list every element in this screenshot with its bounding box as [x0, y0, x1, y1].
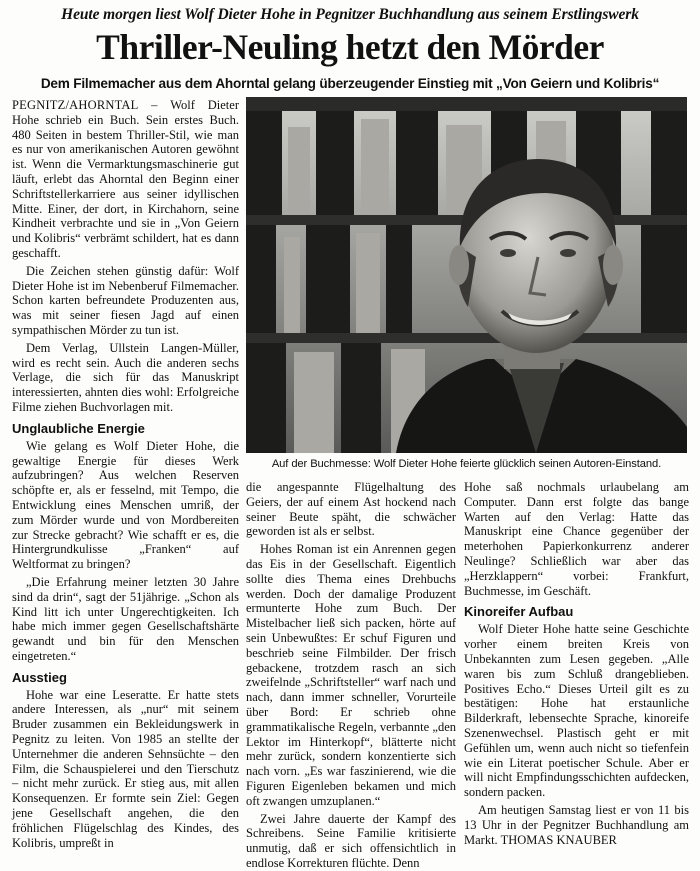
article-column-1 — [12, 98, 239, 850]
lead-paragraph — [12, 98, 239, 261]
paragraph: Hohes Roman ist ein Anrennen gegen das Eis in der Gesellschaft. Eigentlich sollte dies Thema eines Drehbuchs werden. Doch der damalige Produzent ermunterte Hohe zum Buch. Der Mistelbacher ließ sich packen, hörte auf sein Unbewußtes: Er schuf Figuren und beschrieb seine Filmbilder. Der frisch gebackene, trotzdem rasch an sich zweifelnde „Schriftsteller“ warf nach und nach, dann immer schneller, Vorurteile über Bord: Er schrieb ohne grammatikalische Regeln, verbannte „den Lektor im Hinterkopf“, blätterte nicht mehr zurück, sondern konzentierte sich nach vorn. „Es war faszinierend, wie die Figuren Eigenleben bekamen und mich oft zwangen umzuplanen.“ — [246, 542, 456, 808]
paragraph: Hohe war eine Leseratte. Er hatte stets andere Interessen, als „nur“ mit seinem Bruder zusammen ein Bekleidungswerk in Pegnitz zu leiten. Von 1985 an stellte der Unternehmer die anderen Sehnsüchte – den Film, die Schauspielerei und den Tierschutz – nicht mehr zurück. Er stieg aus, mit allen Konsequenzen. Er formte sein Ziel: Gegen jene Gesellschaft angehen, die den fröhlichen Flügelschlag des Kindes, des Kolibris, umpreßt in — [12, 687, 239, 850]
headline: Thriller-Neuling hetzt den Mörder — [96, 27, 604, 67]
subheadline: Dem Filmemacher aus dem Ahorntal gelang überzeugender Einstieg mit „Von Geiern und Kolibris“ — [40, 76, 660, 91]
article-column-3 — [464, 480, 689, 847]
kicker-line: Heute morgen liest Wolf Dieter Hohe in Pegnitzer Buchhandlung aus seinem Erstlingswerk — [61, 6, 639, 23]
article-column-2 — [246, 480, 456, 870]
section-heading-energie: Unglaubliche Energie — [12, 420, 145, 436]
section-heading-kinoreif: Kinoreifer Aufbau — [464, 604, 574, 620]
paragraph: Zwei Jahre dauerte der Kampf des Schreibens. Seine Familie kritisierte unmutig, daß er sich offensichtlich in endlose Korrekturen flüchte. Denn — [246, 811, 456, 870]
paragraph: die angespannte Flügelhaltung des Geiers, der auf einem Ast hockend nach seiner Beute späht, die schwächer geworden ist als er selbst. — [246, 480, 456, 539]
paragraph: Hohe saß nochmals urlaubelang am Computer. Dann erst folgte das bange Warten auf den Verlag: Hatte das Manuskript eine Chance gegenüber der meterhohen Papierkonkurrenz anderer Neulinge? Schließlich war aber das „Herzklappern“ vorbei: Frankfurt, Buchmesse, im Geschäft. — [464, 480, 689, 598]
section-heading-ausstieg: Ausstieg — [12, 669, 67, 685]
author-portrait-image — [246, 97, 687, 453]
photo-caption: Auf der Buchmesse: Wolf Dieter Hohe feierte glücklich seinen Autoren-Einstand. — [271, 458, 662, 470]
paragraph: Die Zeichen stehen günstig dafür: Wolf Dieter Hohe ist im Nebenberuf Filmemacher. Schon karten befreundete Produzenten aus, was mit seiner fiesen Jagd auf einen sympathischen Mörder zu tun ist. — [12, 263, 239, 337]
author-photo — [246, 97, 687, 453]
lead-text: Wolf Dieter Hohe schrieb ein Buch. Sein erstes Buch. 480 Seiten in bestem Thriller-Stil, wie man es nur von amerikanischen Autoren gewöhnt ist. Wenn die Vermarktungsmaschinerie gut läuft, erlebt das Ahorntal den Beginn einer Schriftstellerkarriere aus seiner idyllischen Mitte. Einer, der dort, in Kirchahorn, seine Kindheit verbrachte und sie in „Von Geiern und Kolibris“ verbrämt schildert, hat es dann geschafft. — [12, 98, 239, 260]
dateline: PEGNITZ/AHORNTAL – — [12, 98, 158, 112]
paragraph: Wolf Dieter Hohe hatte seine Geschichte vorher einem breiten Kreis von Unbekannten zum Lesen gegeben. „Alle waren bis zum Schluß drangeblieben. Positives Echo.“ Dieses Urteil gilt es zu bestätigen: Hohe hat erstaunliche Bilderkraft, lebensechte Sprache, kinoreife Szenenwechsel. Plastisch geht er mit Gefühlen um, wenn auch nicht so tiefenfein wie ein Literat poetischer Schule. Aber er will nicht Empfindungsschichten aufdecken, sondern packen. — [464, 622, 689, 800]
paragraph: „Die Erfahrung meiner letzten 30 Jahre sind da drin“, sagt der 51jährige. „Schon als Kind litt ich unter Ungerechtigkeiten. Ich habe mich immer gegen Gesellschaftshärte gewandt und bin für den Menschen eingetreten.“ — [12, 574, 239, 663]
paragraph: Wie gelang es Wolf Dieter Hohe, die gewaltige Energie für dieses Werk aufzubringen? Aus welchen Reserven schöpfte er, als er fesselnd, mit Tempo, die Entwicklung eines Menschen umriß, der zum Mörder wurde und von Mordbereiten zur Strecke gebracht? Wie schafft er es, die Hintergrundkulisse „Franken“ auf Weltformat zu bringen? — [12, 438, 239, 572]
paragraph: Dem Verlag, Ullstein Langen-Müller, wird es recht sein. Auch die anderen sechs Verlage, die sich für das Manuskript interessierten, ahnten dies wohl: Erfolgreiche Filme ziehen Buchvorlagen mit. — [12, 340, 239, 414]
paragraph: Am heutigen Samstag liest er von 11 bis 13 Uhr in der Pegnitzer Buchhandlung am Markt. THOMAS KNAUBER — [464, 802, 689, 847]
